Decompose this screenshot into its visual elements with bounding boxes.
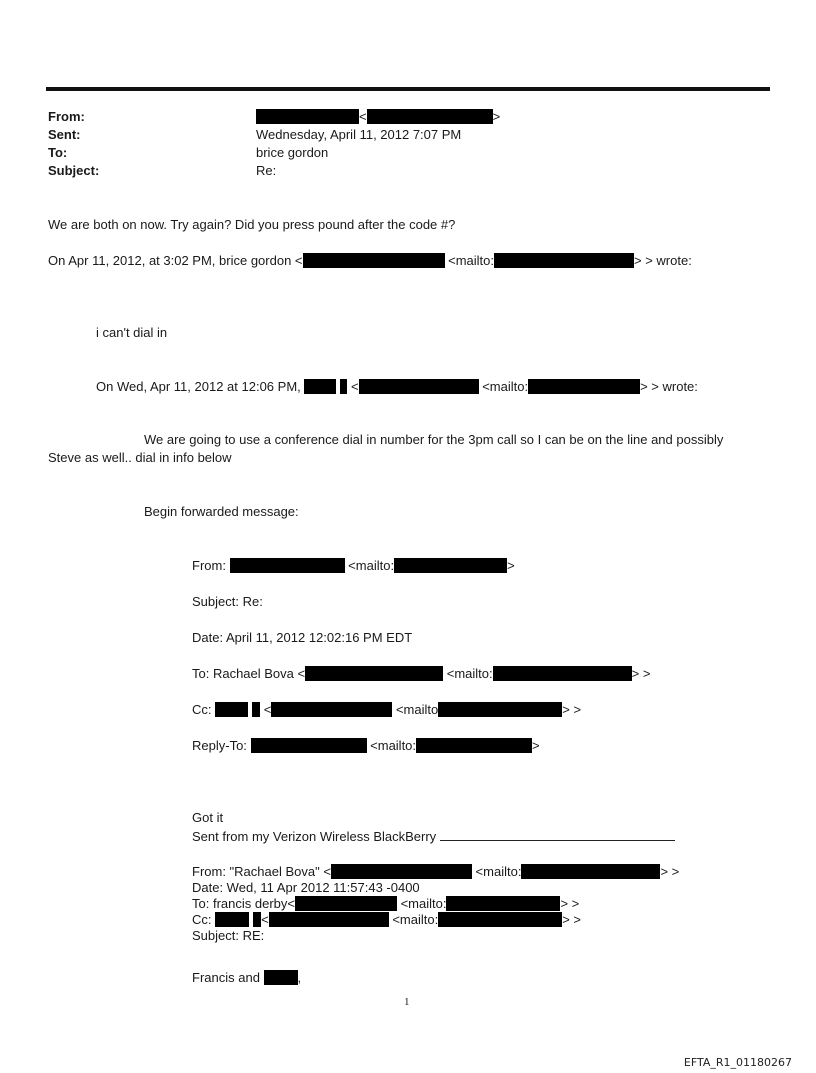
text: Francis and <box>192 970 264 985</box>
fwd2-cc-line <box>192 912 581 928</box>
redaction <box>438 702 562 717</box>
text: < <box>261 912 269 927</box>
body-line-1: We are both on now. Try again? Did you press pound after the code #? <box>48 217 456 232</box>
text: > > wrote: <box>640 379 698 394</box>
text: < <box>260 702 272 717</box>
text: > > <box>631 666 651 681</box>
fwd2-from-line <box>192 864 679 880</box>
text: <mailto: <box>344 558 395 573</box>
redaction <box>521 864 660 879</box>
text: > > <box>562 912 582 927</box>
redaction <box>230 558 345 573</box>
text: From: "Rachael Bova" < <box>192 864 331 879</box>
fwd-cc-line <box>192 702 581 718</box>
text: Cc: <box>192 702 216 717</box>
text: > > wrote: <box>634 253 692 268</box>
text: Sent from my Verizon Wireless BlackBerry <box>192 829 437 844</box>
conference-line-2: Steve as well.. dial in info below <box>48 450 232 465</box>
redaction <box>394 558 507 573</box>
text: From: <box>192 558 230 573</box>
text: > <box>532 738 540 753</box>
redaction <box>295 896 397 911</box>
text: > > <box>560 896 580 911</box>
cant-dial-line: i can't dial in <box>96 325 168 340</box>
got-it-line: Got it <box>192 810 224 825</box>
redaction <box>438 912 562 927</box>
redaction <box>331 864 472 879</box>
text: <mailto: <box>478 379 529 394</box>
subject-label: Subject: <box>48 163 100 178</box>
fwd-subject-line: Subject: Re: <box>192 594 263 609</box>
to-value: brice gordon <box>256 145 329 160</box>
page-number: 1 <box>404 996 410 1008</box>
redaction <box>264 970 298 985</box>
redaction <box>494 253 634 268</box>
redaction <box>251 738 367 753</box>
text: > > <box>562 702 582 717</box>
text: < <box>347 379 359 394</box>
text: > > <box>660 864 680 879</box>
redaction <box>305 666 443 681</box>
reply-header-1 <box>48 253 692 269</box>
to-label: To: <box>48 145 68 160</box>
text: <mailto <box>392 702 439 717</box>
fwd-date-line: Date: April 11, 2012 12:02:16 PM EDT <box>192 630 413 645</box>
text: <mailto: <box>471 864 522 879</box>
fwd-from-line <box>192 558 515 574</box>
text: On Apr 11, 2012, at 3:02 PM, brice gordon < <box>48 253 303 268</box>
redaction <box>271 702 392 717</box>
text: <mailto: <box>388 912 439 927</box>
fwd2-date-line: Date: Wed, 11 Apr 2012 11:57:43 -0400 <box>192 880 420 895</box>
text: Reply-To: <box>192 738 251 753</box>
redaction <box>303 253 445 268</box>
signature-rule <box>440 828 675 841</box>
sent-from-line <box>192 828 675 845</box>
text: <mailto: <box>444 253 495 268</box>
text: < <box>359 109 367 124</box>
fwd2-subject-line: Subject: RE: <box>192 928 265 943</box>
redaction <box>269 912 389 927</box>
subject-value: Re: <box>256 163 277 178</box>
sent-value: Wednesday, April 11, 2012 7:07 PM <box>256 127 462 142</box>
text: > <box>492 109 501 124</box>
redaction <box>528 379 640 394</box>
redaction <box>446 896 560 911</box>
redaction <box>304 379 336 394</box>
greeting-line <box>192 970 301 986</box>
conference-line-1: We are going to use a conference dial in number for the 3pm call so I can be on the line and possibly <box>144 432 724 447</box>
from-value <box>256 109 500 125</box>
redaction <box>253 912 261 927</box>
fwd-reply-to-line <box>192 738 540 754</box>
text: , <box>297 970 302 985</box>
fwd-to-line <box>192 666 650 682</box>
text: To: francis derby< <box>192 896 295 911</box>
redaction <box>367 109 493 124</box>
text: <mailto: <box>366 738 417 753</box>
text: <mailto: <box>443 666 493 681</box>
from-label: From: <box>48 109 85 124</box>
fwd2-to-line <box>192 896 579 912</box>
text: > <box>507 558 515 573</box>
redaction <box>493 666 632 681</box>
reply-header-2 <box>96 379 698 395</box>
redaction <box>215 702 248 717</box>
redaction <box>252 702 260 717</box>
sent-label: Sent: <box>48 127 81 142</box>
header-rule <box>46 87 770 91</box>
text: On Wed, Apr 11, 2012 at 12:06 PM, <box>96 379 305 394</box>
redaction <box>256 109 359 124</box>
redaction <box>416 738 532 753</box>
forwarded-heading: Begin forwarded message: <box>144 504 299 519</box>
redaction <box>215 912 249 927</box>
text: To: Rachael Bova < <box>192 666 306 681</box>
text: <mailto: <box>396 896 447 911</box>
document-id: EFTA_R1_01180267 <box>683 1056 792 1069</box>
text: Cc: <box>192 912 216 927</box>
redaction <box>359 379 479 394</box>
